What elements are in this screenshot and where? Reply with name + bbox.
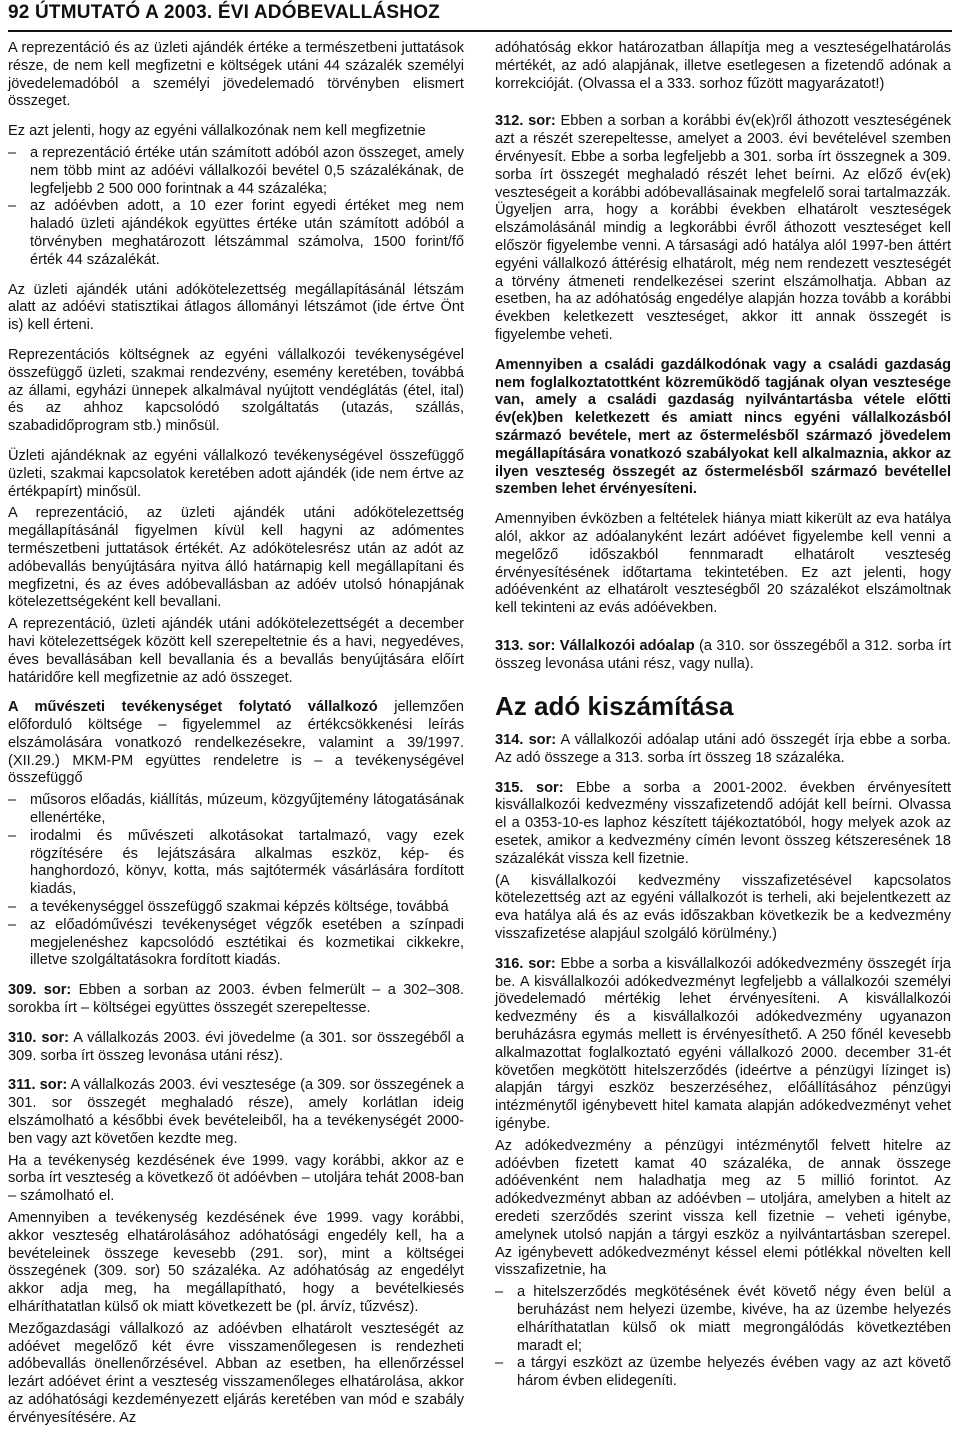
row-label: 311. sor: <box>8 1077 68 1094</box>
paragraph: A reprezentáció és az üzleti ajándék értéke a természetbeni juttatások része, de nem kell megfizetni e költségek utáni 44 százalék személyi jövedelemadóból a személyi jövedelemadó törvényben elismert összeget. <box>8 40 464 110</box>
left-column <box>8 40 464 1432</box>
list-item: – az előadóművészi tevékenységet végzők esetében a színpadi megjelenéshez kapcsolódó esztétikai és kozmetikai cikkekre, illetve szolgáltatásokra fordított kiadás. <box>8 917 464 970</box>
row-text: Ebben a sorban a korábbi év(ek)ről áthozott veszteségének azt a részét szerepeltesse, amelyet a 2003. évi bevételével szemben érvényesít. Ebbe a sorba legfeljebb a 301. sorba írt összegnek a 309. sorba írt összegét meghaladó részét lehet beírni. Az előző év(ek) veszteségeit a korábbi adóbevallásainak megfelelő sorai tartalmazzák. Ügyeljen arra, hogy a korábbi években elhatárolt veszteségek elszámolásánál mindig a legkorábbi évről áthozott veszteséget kell először figyelembe venni. A társasági adó hatálya alól 1997-ben áttért egyéni vállalkozó áttérésig elhatárolt, még nem rendezett veszteségét a törvény átmeneti rendelkezései szerint elszámolhatja. Abban az esetben, ha az adóhatóság engedélye alapján hozza tovább a korábbi években keletkezett veszteséget, akkor itt annak összegét is figyelembe veheti. <box>495 113 951 343</box>
section-title: Az adó kiszámítása <box>495 690 734 721</box>
row-313 <box>495 638 951 674</box>
row-text: (a 310. sor összegéből a 312. sorba írt összeg levonása utáni rész, vagy nulla). <box>495 637 951 672</box>
paragraph: Amennyiben a tevékenység kezdésének éve 1999. vagy korábbi, akkor veszteség elhatárolásához adóhatósági engedély kell, ha a bevételeinek összege kevesebb (291. sor), mint a költségei összegének (309. sor) 50 százaléka. Az adóhatóság az engedélyt akkor adja meg, ha megállapítható, hogy a bevételkiesés elháríthatatlan külső ok miatt következett be (pl. árvíz, tűzvész). <box>8 1210 464 1315</box>
list-item: – a reprezentáció értéke után számított adóból azon összeget, amely nem több mint az adóévi vállalkozói bevétel 0,5 százalékának, de legfeljebb 2 500 000 forintnak a 44 százaléka; <box>8 145 464 198</box>
paragraph-text: jellemzően előforduló költsége – figyelemmel az értékcsökkenési leírás elszámolására vonatkozó rendelkezésekre, valamint a 39/1997. (XII.29.) MKM-PM együttes rendeletre is – a tevékenységével összefüggő <box>8 699 464 787</box>
bold-paragraph: Amennyiben a családi gazdálkodónak vagy a családi gazdaság nem foglalkoztatottként közreműködő tagjának olyan vesztesége van, amely a családi gazdaság nyilvántartásba vétele előtti év(ek)ben keletkezett és amiatt nincs egyéni vállalkozásból származó bevétele, mert az őstermelésből származó jövedelem megállapítására vonatkozó szabályokat kell alkalmaznia, akkor az ilyen veszteség összegét az őstermelésből származó bevétellel szemben lehet érvényesíteni. <box>495 356 951 498</box>
row-314 <box>495 732 951 768</box>
paragraph: Reprezentációs költségnek az egyéni vállalkozói tevékenységével összefüggő üzleti, szakmai rendezvény, esemény keretében, továbbá az állami, egyházi ünnepek alkalmával nyújtott vendéglátás (étel, ital) és az ahhoz kapcsolódó szolgáltatás (utazás, szállás, szabadidőprogram stb.) minősül. <box>8 346 464 435</box>
row-text: Ebben a sorban az 2003. évben felmerült – a 302–308. sorokba írt – költségei együttes összegét szerepeltesse. <box>8 982 464 1017</box>
paragraph: Üzleti ajándéknak az egyéni vállalkozó tevékenységével összefüggő üzleti, szakmai kapcsolatok keretében adott ajándék (ide nem értve az értékpapírt) minősül. <box>8 447 464 500</box>
bold-lead: A művészeti tevékenységet folytató vállalkozó <box>8 699 378 716</box>
paragraph: Az üzleti ajándék utáni adókötelezettség megállapításánál létszám alatt az adóévi statisztikai átlagos állományi létszámot (ide értve Önt is) kell érteni. <box>8 281 464 334</box>
row-310 <box>8 1030 464 1066</box>
page-header: 92 ÚTMUTATÓ A 2003. ÉVI ADÓBEVALLÁSHOZ <box>8 2 952 32</box>
row-label: 315. sor: <box>495 779 564 796</box>
dash-list <box>495 1284 951 1391</box>
row-309 <box>8 982 464 1018</box>
paragraph: Ha a tevékenység kezdésének éve 1999. vagy korábbi, akkor az e sorba írt veszteség a következő öt adóévben – utoljára tehát 2008-ban – számolható el. <box>8 1152 464 1205</box>
row-315 <box>495 780 951 869</box>
list-item: – a tárgyi eszközt az üzembe helyezés évében vagy az azt követő három évben elidegeníti. <box>495 1355 951 1391</box>
dash-list <box>8 792 464 970</box>
paragraph: A reprezentáció, üzleti ajándék utáni adókötelezettségét a december havi kötelezettségek között kell szerepeltetnie és a havi, negyedéves, éves bevallásában kell bevallania és a bevallás benyújtására előírt határidőre kell megfizetnie az adó összeget. <box>8 616 464 686</box>
paragraph: Mezőgazdasági vállalkozó az adóévben elhatárolt veszteségét az adóévet megelőző két évre visszamenőlegesen is rendezheti adóbevallás önellenőrzésével. Abban az esetben, ha ellenőrzéssel lezárt adóévet érint a veszteség visszamenőleges elhatárolása, akkor az adóhatósági kezdeményezett eljárás keretében van mód e szabály érvényesítésére. Az <box>8 1320 464 1426</box>
paragraph: A reprezentáció, az üzleti ajándék utáni adókötelezettség megállapításánál figyelmen kívül kell hagyni az adómentes természetbeni juttatások értékét. Az adókötelesrész után az adót az adóbevallás benyújtására nyitva álló határnapig kell megállapítani és megfizetni, és az éves adóbevallásban az adóév utolsó hónapjának kötelezettségeként kell bevallani. <box>8 505 464 611</box>
row-label: 309. sor: <box>8 982 72 999</box>
row-label: 312. sor: <box>495 113 556 130</box>
dash-list <box>8 145 464 270</box>
paragraph: adóhatóság ekkor határozatban állapítja meg a veszteségelhatárolás mértékét, az adó alapjának, illetve esetlegesen a fizetendő adónak a korrekcióját. (Olvassa el a 333. sorhoz fűzött magyarázatot!) <box>495 40 951 92</box>
list-item: – irodalmi és művészeti alkotásokat tartalmazó, vagy ezek rögzítésére és lejátszására alkalmas eszköz, kép- és hanghordozó, könyv, kotta, más sajtótermék vásárlására fordított kiadás, <box>8 828 464 899</box>
row-311 <box>8 1077 464 1148</box>
list-item: – az adóévben adott, a 10 ezer forint egyedi értéket meg nem haladó üzleti ajándékok együttes értéke után számított adóból a törvényben meghatározott létszámmal számolva, 1500 forint/fő érték 44 százalékát. <box>8 198 464 269</box>
row-label: 316. sor: <box>495 955 556 972</box>
row-text: A vállalkozás 2003. évi vesztesége (a 309. sor összegének a 301. sor összegét meghaladó része), amely korlátlan ideig elszámolható a későbbi évek bevételeiből, ha a tevékenységét 2000-ben vagy azt követően kezdte meg. <box>8 1077 464 1147</box>
paragraph <box>8 699 464 788</box>
row-text: A vállalkozás 2003. évi jövedelme (a 301. sor összegéből a 309. sorba írt összeg levonása utáni rész). <box>8 1029 464 1064</box>
row-text: A vállalkozói adóalap utáni adó összegét írja ebbe a sorba. Az adó összege a 313. sorba írt összeg 18 százaléka. <box>495 732 951 766</box>
row-text: Ebbe a sorba a kisvállalkozói adókedvezmény összegét írja be. A kisvállalkozói adókedvezményt legfeljebb a vállalkozói személyi jövedelemadó mértékig lehet érvényesíteni. A kisvállalkozói kedvezmény és a kisvállalkozói adókedvezmény ugyanazon beruházásra egymás mellett is érvényesíthető. A 250 főnél kevesebb alkalmazottat foglalkoztató egyéni vállalkozó 2000. december 31-ét követően megkötött hitelszerződés (ideértve a pénzügyi lízinget is) alapján tárgyi eszköz beszerzéséhez, előállításához pénzügyi intézménytől igénybevett hitel kamata alapján adókedvezményt vehet igénybe. <box>495 955 951 1133</box>
row-316 <box>495 956 951 1134</box>
row-label: 313. sor: Vállalkozói adóalap <box>495 637 695 654</box>
row-label: 314. sor: <box>495 732 557 749</box>
row-312 <box>495 113 951 344</box>
list-item: – a tevékenységgel összefüggő szakmai képzés költsége, továbbá <box>8 899 464 917</box>
row-text: Ebbe a sorba a 2001-2002. években érvényesített kisvállalkozói kedvezmény visszafizetendő adóját kell beírni. Olvassa el a 0353-10-es laphoz készített tájékoztatóból, hogy melyek azok az esetek, amikor a kedvezmény címén levont összeg kétszeresének 18 százalékát vissza kell fizetnie. <box>495 779 952 867</box>
paragraph: Az adókedvezmény a pénzügyi intézménytől felvett hitelre az adóévben fizetett kamat 40 százaléka, de annak összege adóévenként nem haladhatja meg az 5 millió forintot. Az adókedvezményt abban az adóévben – utoljára, amelyben a hitelt az eredeti szerződés szerint vissza kell fizetnie – veheti igénybe, amelynek utolsó napján a tárgyi eszköz a nyilvántartásban szerepel. Az igénybevett adókedvezményt késsel elemi pótlékkal növelten kell visszafizetnie, ha <box>495 1137 951 1279</box>
row-label: 310. sor: <box>8 1029 69 1046</box>
paragraph: Ez azt jelenti, hogy az egyéni vállalkozónak nem kell megfizetnie <box>8 123 426 140</box>
paragraph: Amennyiben évközben a feltételek hiánya miatt kikerült az eva hatálya alól, akkor az adóalanyként lezárt adóévet figyelembe kell venni a megelőző időszakból fennmaradt elhatárolt veszteség érvényesítésének időtartama tekintetében. Ez azt jelenti, hogy adóévenként az elhatárolt veszteségből 20 százalékot elszámoltnak kell tekinteni az evás adóévekben. <box>495 511 951 617</box>
list-item: – műsoros előadás, kiállítás, múzeum, közgyűjtemény látogatásának ellenértéke, <box>8 792 464 828</box>
paragraph: (A kisvállalkozói kedvezmény visszafizetésével kapcsolatos kötelezettség azt az egyéni vállalkozót is terheli, aki bejelentkezett az eva hatálya alá és az evás időszakban következik be a kedvezmény visszafizetése alapjául szolgáló körülmény.) <box>495 872 951 943</box>
list-item: – a hitelszerződés megkötésének évét követő négy éven belül a beruházást nem helyezi üzembe, kivéve, ha az üzembe helyezés elháríthatatlan külső ok miatt megrongálódás következtében maradt el; <box>495 1284 951 1355</box>
right-column <box>495 40 951 1395</box>
